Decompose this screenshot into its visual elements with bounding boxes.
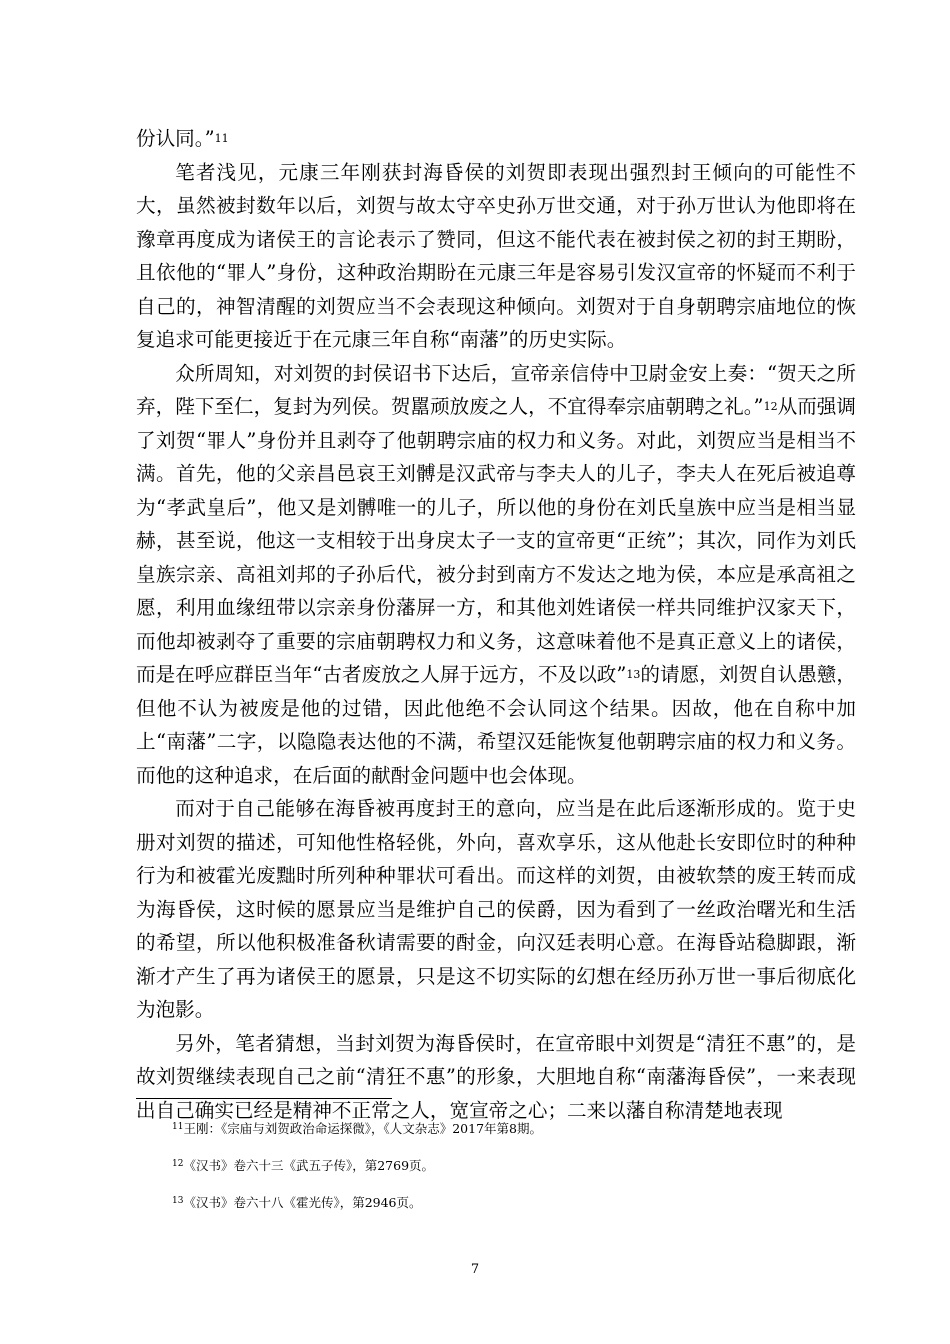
- footnote-text: 《汉书》卷六十八《霍光传》，第2946页。: [183, 1195, 422, 1210]
- footnote-number: 13: [172, 1196, 184, 1206]
- footnote-text: 王刚：《宗庙与刘贺政治命运探微》，《人文杂志》2017年第8期。: [183, 1121, 542, 1136]
- paragraph-2: [136, 156, 856, 357]
- paragraph-text: 从而强调了刘贺“罪人”身份并且剥夺了他朝聘宗庙的权力和义务。对此，刘贺应当是相当不满。首先，他的父亲昌邑哀王刘髆是汉武帝与李夫人的儿子，李夫人在死后被追尊为“孝武皇后”，他又是刘髆唯一的儿子，所以他的身份在刘氏皇族中应当是相当显赫，甚至说，他这一支相较于出身戾太子一支的宣帝更“正统”；其次，同作为刘氏皇族宗亲、高祖刘邦的子孙后代，被分封到南方不发达之地为侯，本应是承高祖之愿，利用血缘纽带以宗亲身份藩屏一方，和其他刘姓诸侯一样共同维护汉家天下，而他却被剥夺了重要的宗庙朝聘权力和义务，这意味着他不是真正意义上的诸侯，而是在呼应群臣当年“古者废放之人屏于远方，不及以政”: [136, 395, 856, 686]
- paragraph-text: 份认同。”: [136, 127, 215, 150]
- paragraph-text: 笔者浅见，元康三年刚获封海昏侯的刘贺即表现出强烈封王倾向的可能性不大，虽然被封数年以后，刘贺与故太守卒史孙万世交通，对于孙万世认为他即将在豫章再度成为诸侯王的言论表示了赞同，但这不能代表在被封侯之初的封王期盼，且依他的“罪人”身份，这种政治期盼在元康三年是容易引发汉宣帝的怀疑而不利于自己的，神智清醒的刘贺应当不会表现这种倾向。刘贺对于自身朝聘宗庙地位的恢复追求可能更接近于在元康三年自称“南藩”的历史实际。: [136, 160, 856, 351]
- paragraph-5: [136, 1027, 856, 1128]
- footnote-ref: 13: [626, 668, 641, 681]
- paragraph-text: 另外，笔者猜想，当封刘贺为海昏侯时，在宣帝眼中刘贺是“清狂不惠”的，是故刘贺继续表现自己之前“清狂不惠”的形象，大胆地自称“南藩海昏侯”，一来表现出自己确实已经是精神不正常之人，宽宣帝之心；二来以藩自称清楚地表现: [136, 1031, 856, 1122]
- paragraph-4: [136, 792, 856, 1027]
- footnote-ref: 12: [763, 400, 778, 413]
- footnote-12: [172, 1157, 852, 1175]
- page-number: 7: [470, 1262, 480, 1277]
- footnotes: [172, 1120, 852, 1231]
- footnote-text: 《汉书》卷六十三《武五子传》，第2769页。: [183, 1158, 435, 1173]
- footnote-13: [172, 1194, 852, 1212]
- body-text: [136, 122, 856, 1127]
- footnote-ref: 11: [214, 132, 229, 145]
- paragraph-text: 而对于自己能够在海昏被再度封王的意向，应当是在此后逐渐形成的。览于史册对刘贺的描述，可知他性格轻佻，外向，喜欢享乐，这从他赴长安即位时的种种行为和被霍光废黜时所列种种罪状可看出。而这样的刘贺，由被软禁的废王转而成为海昏侯，这时候的愿景应当是维护自己的侯爵，因为看到了一丝政治曙光和生活的希望，所以他积极准备秋请需要的酎金，向汉廷表明心意。在海昏站稳脚跟，渐渐才产生了再为诸侯王的愿景，只是这不切实际的幻想在经历孙万世一事后彻底化为泡影。: [136, 797, 856, 1021]
- footnote-number: 12: [172, 1159, 184, 1169]
- footnote-11: [172, 1120, 852, 1138]
- footnote-number: 11: [172, 1122, 184, 1132]
- paragraph-text: 众所周知，对刘贺的封侯诏书下达后，宣帝亲信侍中卫尉金安上奏：“贺天之所弃，陛下至仁，复封为列侯。贺嚚顽放废之人，不宜得奉宗庙朝聘之礼。”: [136, 361, 856, 418]
- paragraph-1: [136, 122, 856, 156]
- footnote-separator: [136, 1098, 392, 1099]
- paragraph-text: 的请愿，刘贺自认愚戆，但他不认为被废是他的过错，因此他绝不会认同这个结果。因故，他在自称中加上“南藩”二字，以隐隐表达他的不满，希望汉廷能恢复他朝聘宗庙的权力和义务。而他的这种追求，在后面的献酎金问题中也会体现。: [136, 663, 856, 787]
- paragraph-3: [136, 357, 856, 793]
